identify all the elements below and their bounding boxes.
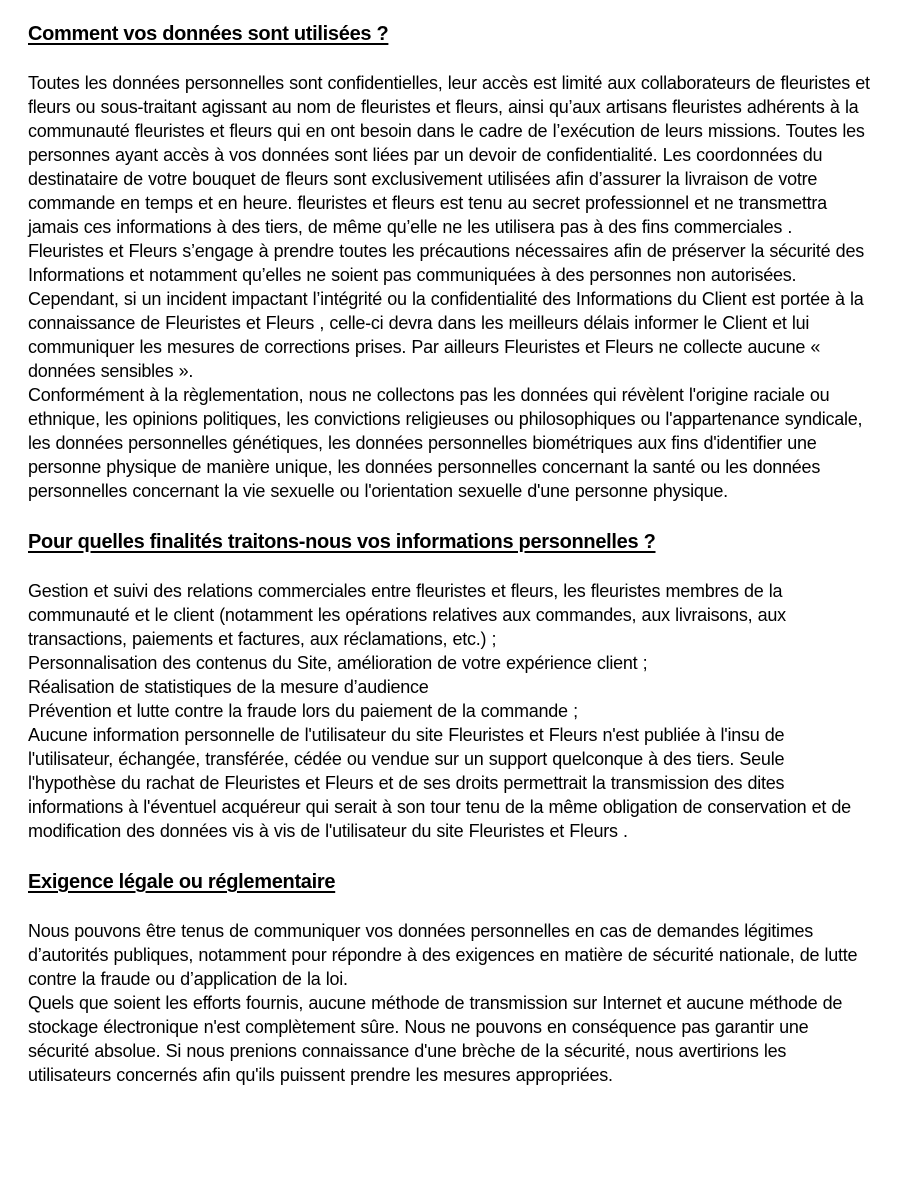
paragraph-confidentialite: Toutes les données personnelles sont confidentielles, leur accès est limité aux collaborateurs de fleuristes et fleurs ou sous-traitant agissant au nom de fleuristes et fleurs, ainsi qu’aux artisans fleuristes adhérents à la communauté fleuristes et fleurs qui en ont besoin dans le cadre de l’exécution de leurs missions. Toutes les personnes ayant accès à vos données sont liées par un devoir de confidentialité. Les coordonnées du destinataire de votre bouquet de fleurs sont exclusivement utilisées afin d’assurer la livraison de votre commande en temps et en heure. fleuristes et fleurs est tenu au secret professionnel et ne transmettra jamais ces informations à des tiers, de même qu’elle ne les utilisera pas à des fins commerciales .	[28, 73, 870, 237]
paragraph-donnees-sensibles-reglementation: Conformément à la règlementation, nous ne collectons pas les données qui révèlent l'origine raciale ou ethnique, les opinions politiques, les convictions religieuses ou philosophiques ou l'appartenance syndicale, les données personnelles génétiques, les données personnelles biométriques aux fins d'identifier une personne physique de manière unique, les données personnelles concernant la santé ou les données personnelles concernant la vie sexuelle ou l'orientation sexuelle d'une personne physique.	[28, 385, 863, 501]
paragraph-non-divulgation: Aucune information personnelle de l'utilisateur du site Fleuristes et Fleurs n'est publiée à l'insu de l'utilisateur, échangée, transférée, cédée ou vendue sur un support quelconque à des tiers. Seule l'hypothèse du rachat de Fleuristes et Fleurs et de ses droits permettrait la transmission des dites informations à l'éventuel acquéreur qui serait à son tour tenu de la même obligation de conservation et de modification des données vis à vis de l'utilisateur du site Fleuristes et Fleurs .	[28, 725, 851, 841]
paragraph-gestion-relations: Gestion et suivi des relations commerciales entre fleuristes et fleurs, les fleuristes membres de la communauté et le client (notamment les opérations relatives aux commandes, aux livraisons, aux transactions, paiements et factures, aux réclamations, etc.) ;	[28, 581, 786, 649]
paragraph-prevention-fraude: Prévention et lutte contre la fraude lors du paiement de la commande ;	[28, 701, 578, 721]
section-finalites-traitement	[28, 530, 873, 843]
heading-finalites-traitement: Pour quelles finalités traitons-nous vos informations personnelles ?	[28, 531, 656, 553]
section-comment-vos-donnees	[28, 22, 873, 503]
paragraph-precautions-securite: Fleuristes et Fleurs s’engage à prendre toutes les précautions nécessaires afin de préserver la sécurité des Informations et notamment qu’elles ne soient pas communiquées à des personnes non autorisées. Cependant, si un incident impactant l’intégrité ou la confidentialité des Informations du Client est portée à la connaissance de Fleuristes et Fleurs , celle-ci devra dans les meilleurs délais informer le Client et lui communiquer les mesures de corrections prises. Par ailleurs Fleuristes et Fleurs ne collecte aucune « données sensibles ».	[28, 241, 864, 381]
paragraph-securite-transmission: Quels que soient les efforts fournis, aucune méthode de transmission sur Internet et aucune méthode de stockage électronique n'est complètement sûre. Nous ne pouvons en conséquence pas garantir une sécurité absolue. Si nous prenions connaissance d'une brèche de la sécurité, nous avertirions les utilisateurs concernés afin qu'ils puissent prendre les mesures appropriées.	[28, 993, 843, 1085]
section-exigence-legale	[28, 870, 873, 1087]
heading-comment-vos-donnees: Comment vos données sont utilisées ?	[28, 23, 389, 45]
paragraph-demandes-autorites: Nous pouvons être tenus de communiquer vos données personnelles en cas de demandes légitimes d’autorités publiques, notamment pour répondre à des exigences en matière de sécurité nationale, de lutte contre la fraude ou d’application de la loi.	[28, 921, 858, 989]
paragraph-statistiques: Réalisation de statistiques de la mesure d’audience	[28, 677, 429, 697]
paragraph-personnalisation: Personnalisation des contenus du Site, amélioration de votre expérience client ;	[28, 653, 648, 673]
heading-exigence-legale: Exigence légale ou réglementaire	[28, 871, 336, 893]
